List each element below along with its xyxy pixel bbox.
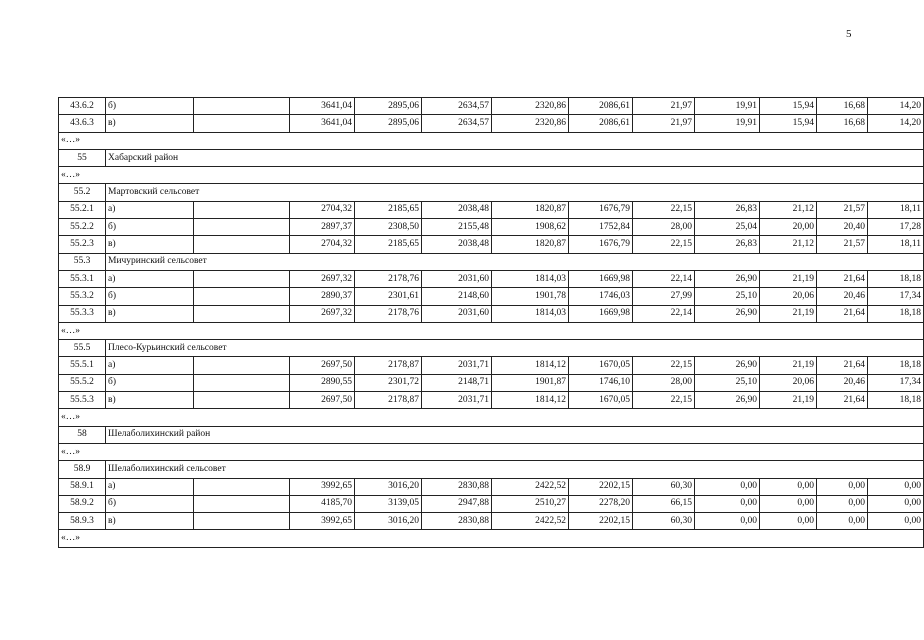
section-code: 58 <box>59 426 106 443</box>
section-name: Плесо-Курьинский сельсовет <box>106 340 924 357</box>
value-cell: 2178,76 <box>355 305 422 322</box>
ellipsis-row <box>59 322 924 339</box>
table-row <box>59 115 924 132</box>
value-cell: 22,15 <box>633 392 695 409</box>
value-cell: 26,90 <box>695 270 760 287</box>
value-cell: 1746,03 <box>569 288 633 305</box>
table-row <box>59 305 924 322</box>
row-code: 55.3.2 <box>59 288 106 305</box>
value-cell: 3016,20 <box>355 513 422 530</box>
value-cell: 2086,61 <box>569 115 633 132</box>
row-subitem: а) <box>106 201 194 218</box>
value-cell: 26,83 <box>695 201 760 218</box>
value-cell: 1676,79 <box>569 201 633 218</box>
value-cell: 2320,86 <box>492 98 569 115</box>
section-code: 55 <box>59 149 106 166</box>
value-cell: 2830,88 <box>422 513 492 530</box>
empty-cell <box>194 305 290 322</box>
ellipsis-text: «…» <box>59 409 924 426</box>
value-cell: 18,18 <box>868 357 924 374</box>
ellipsis-row <box>59 167 924 184</box>
empty-cell <box>194 115 290 132</box>
value-cell: 14,20 <box>868 98 924 115</box>
value-cell: 2634,57 <box>422 115 492 132</box>
value-cell: 2422,52 <box>492 513 569 530</box>
value-cell: 17,34 <box>868 374 924 391</box>
row-code: 55.2.2 <box>59 219 106 236</box>
value-cell: 2697,50 <box>290 392 355 409</box>
value-cell: 1820,87 <box>492 201 569 218</box>
section-row <box>59 253 924 270</box>
value-cell: 22,15 <box>633 201 695 218</box>
value-cell: 21,19 <box>760 357 817 374</box>
ellipsis-row <box>59 443 924 460</box>
empty-cell <box>194 288 290 305</box>
value-cell: 1814,03 <box>492 270 569 287</box>
table-row <box>59 478 924 495</box>
value-cell: 15,94 <box>760 98 817 115</box>
ellipsis-row <box>59 132 924 149</box>
value-cell: 2308,50 <box>355 219 422 236</box>
value-cell: 2697,32 <box>290 305 355 322</box>
value-cell: 20,00 <box>760 219 817 236</box>
value-cell: 2947,88 <box>422 495 492 512</box>
row-code: 55.3.3 <box>59 305 106 322</box>
empty-cell <box>194 219 290 236</box>
value-cell: 1670,05 <box>569 392 633 409</box>
value-cell: 2895,06 <box>355 115 422 132</box>
row-subitem: б) <box>106 288 194 305</box>
value-cell: 2890,55 <box>290 374 355 391</box>
value-cell: 18,11 <box>868 236 924 253</box>
value-cell: 26,90 <box>695 392 760 409</box>
value-cell: 2031,71 <box>422 357 492 374</box>
row-subitem: б) <box>106 219 194 236</box>
table-row <box>59 374 924 391</box>
empty-cell <box>194 98 290 115</box>
value-cell: 1901,87 <box>492 374 569 391</box>
value-cell: 26,90 <box>695 357 760 374</box>
value-cell: 2320,86 <box>492 115 569 132</box>
row-code: 43.6.3 <box>59 115 106 132</box>
value-cell: 27,99 <box>633 288 695 305</box>
value-cell: 4185,70 <box>290 495 355 512</box>
value-cell: 22,14 <box>633 270 695 287</box>
value-cell: 1820,87 <box>492 236 569 253</box>
value-cell: 25,04 <box>695 219 760 236</box>
value-cell: 2895,06 <box>355 98 422 115</box>
value-cell: 2038,48 <box>422 201 492 218</box>
ellipsis-text: «…» <box>59 132 924 149</box>
value-cell: 3641,04 <box>290 115 355 132</box>
value-cell: 2278,20 <box>569 495 633 512</box>
section-name: Шелаболихинский сельсовет <box>106 461 924 478</box>
row-subitem: в) <box>106 513 194 530</box>
value-cell: 21,97 <box>633 115 695 132</box>
value-cell: 2422,52 <box>492 478 569 495</box>
value-cell: 16,68 <box>817 115 868 132</box>
value-cell: 18,18 <box>868 270 924 287</box>
value-cell: 2704,32 <box>290 201 355 218</box>
empty-cell <box>194 201 290 218</box>
row-code: 55.5.2 <box>59 374 106 391</box>
value-cell: 28,00 <box>633 219 695 236</box>
value-cell: 26,90 <box>695 305 760 322</box>
value-cell: 1814,03 <box>492 305 569 322</box>
empty-cell <box>194 478 290 495</box>
row-subitem: б) <box>106 374 194 391</box>
row-subitem: а) <box>106 478 194 495</box>
section-row <box>59 426 924 443</box>
row-subitem: б) <box>106 495 194 512</box>
value-cell: 60,30 <box>633 478 695 495</box>
value-cell: 2031,71 <box>422 392 492 409</box>
value-cell: 2038,48 <box>422 236 492 253</box>
value-cell: 2178,87 <box>355 392 422 409</box>
value-cell: 21,57 <box>817 236 868 253</box>
value-cell: 3016,20 <box>355 478 422 495</box>
section-code: 58.9 <box>59 461 106 478</box>
value-cell: 2697,32 <box>290 270 355 287</box>
value-cell: 21,57 <box>817 201 868 218</box>
value-cell: 20,40 <box>817 219 868 236</box>
value-cell: 2178,87 <box>355 357 422 374</box>
value-cell: 17,34 <box>868 288 924 305</box>
value-cell: 25,10 <box>695 374 760 391</box>
value-cell: 21,12 <box>760 201 817 218</box>
value-cell: 0,00 <box>817 495 868 512</box>
section-name: Шелаболихинский район <box>106 426 924 443</box>
row-code: 58.9.3 <box>59 513 106 530</box>
value-cell: 21,64 <box>817 392 868 409</box>
empty-cell <box>194 270 290 287</box>
table-row <box>59 98 924 115</box>
row-code: 58.9.1 <box>59 478 106 495</box>
value-cell: 19,91 <box>695 115 760 132</box>
value-cell: 2704,32 <box>290 236 355 253</box>
section-row <box>59 461 924 478</box>
value-cell: 2697,50 <box>290 357 355 374</box>
value-cell: 1908,62 <box>492 219 569 236</box>
ellipsis-row <box>59 530 924 547</box>
section-code: 55.2 <box>59 184 106 201</box>
value-cell: 1670,05 <box>569 357 633 374</box>
value-cell: 60,30 <box>633 513 695 530</box>
value-cell: 2148,60 <box>422 288 492 305</box>
value-cell: 1814,12 <box>492 392 569 409</box>
value-cell: 21,19 <box>760 270 817 287</box>
section-row <box>59 340 924 357</box>
value-cell: 17,28 <box>868 219 924 236</box>
value-cell: 0,00 <box>760 513 817 530</box>
empty-cell <box>194 374 290 391</box>
ellipsis-text: «…» <box>59 167 924 184</box>
value-cell: 2897,37 <box>290 219 355 236</box>
value-cell: 25,10 <box>695 288 760 305</box>
value-cell: 20,06 <box>760 374 817 391</box>
value-cell: 2155,48 <box>422 219 492 236</box>
ellipsis-row <box>59 409 924 426</box>
table-row <box>59 495 924 512</box>
value-cell: 3641,04 <box>290 98 355 115</box>
value-cell: 1669,98 <box>569 270 633 287</box>
section-code: 55.3 <box>59 253 106 270</box>
value-cell: 18,18 <box>868 392 924 409</box>
table-row <box>59 513 924 530</box>
value-cell: 1752,84 <box>569 219 633 236</box>
value-cell: 15,94 <box>760 115 817 132</box>
value-cell: 14,20 <box>868 115 924 132</box>
section-name: Мичуринский сельсовет <box>106 253 924 270</box>
value-cell: 20,06 <box>760 288 817 305</box>
value-cell: 0,00 <box>817 513 868 530</box>
table-row <box>59 219 924 236</box>
value-cell: 2185,65 <box>355 236 422 253</box>
value-cell: 1669,98 <box>569 305 633 322</box>
value-cell: 2185,65 <box>355 201 422 218</box>
empty-cell <box>194 495 290 512</box>
value-cell: 21,64 <box>817 357 868 374</box>
value-cell: 2634,57 <box>422 98 492 115</box>
empty-cell <box>194 236 290 253</box>
table-row <box>59 236 924 253</box>
value-cell: 21,64 <box>817 305 868 322</box>
value-cell: 2178,76 <box>355 270 422 287</box>
empty-cell <box>194 357 290 374</box>
value-cell: 0,00 <box>868 513 924 530</box>
value-cell: 3992,65 <box>290 478 355 495</box>
row-code: 58.9.2 <box>59 495 106 512</box>
value-cell: 2301,61 <box>355 288 422 305</box>
value-cell: 0,00 <box>760 478 817 495</box>
value-cell: 0,00 <box>817 478 868 495</box>
value-cell: 3139,05 <box>355 495 422 512</box>
row-code: 55.5.3 <box>59 392 106 409</box>
tariff-table <box>58 97 924 548</box>
value-cell: 18,18 <box>868 305 924 322</box>
value-cell: 26,83 <box>695 236 760 253</box>
value-cell: 0,00 <box>760 495 817 512</box>
table-row <box>59 392 924 409</box>
value-cell: 1746,10 <box>569 374 633 391</box>
value-cell: 19,91 <box>695 98 760 115</box>
table-row <box>59 288 924 305</box>
value-cell: 28,00 <box>633 374 695 391</box>
table-body <box>59 98 924 548</box>
empty-cell <box>194 513 290 530</box>
value-cell: 2830,88 <box>422 478 492 495</box>
value-cell: 2031,60 <box>422 270 492 287</box>
value-cell: 2086,61 <box>569 98 633 115</box>
ellipsis-text: «…» <box>59 530 924 547</box>
table-row <box>59 201 924 218</box>
value-cell: 0,00 <box>868 478 924 495</box>
value-cell: 22,15 <box>633 357 695 374</box>
value-cell: 18,11 <box>868 201 924 218</box>
value-cell: 0,00 <box>695 495 760 512</box>
page-number: 5 <box>846 28 852 40</box>
section-row <box>59 149 924 166</box>
value-cell: 2301,72 <box>355 374 422 391</box>
value-cell: 2890,37 <box>290 288 355 305</box>
value-cell: 21,97 <box>633 98 695 115</box>
value-cell: 0,00 <box>868 495 924 512</box>
value-cell: 22,14 <box>633 305 695 322</box>
value-cell: 2148,71 <box>422 374 492 391</box>
row-subitem: в) <box>106 115 194 132</box>
ellipsis-text: «…» <box>59 443 924 460</box>
value-cell: 21,12 <box>760 236 817 253</box>
value-cell: 20,46 <box>817 288 868 305</box>
row-subitem: б) <box>106 98 194 115</box>
row-code: 55.5.1 <box>59 357 106 374</box>
value-cell: 2510,27 <box>492 495 569 512</box>
value-cell: 16,68 <box>817 98 868 115</box>
value-cell: 3992,65 <box>290 513 355 530</box>
row-code: 55.3.1 <box>59 270 106 287</box>
value-cell: 0,00 <box>695 513 760 530</box>
section-name: Хабарский район <box>106 149 924 166</box>
section-code: 55.5 <box>59 340 106 357</box>
value-cell: 22,15 <box>633 236 695 253</box>
ellipsis-text: «…» <box>59 322 924 339</box>
row-subitem: а) <box>106 357 194 374</box>
section-row <box>59 184 924 201</box>
value-cell: 2031,60 <box>422 305 492 322</box>
row-code: 55.2.1 <box>59 201 106 218</box>
row-code: 55.2.3 <box>59 236 106 253</box>
value-cell: 0,00 <box>695 478 760 495</box>
section-name: Мартовский сельсовет <box>106 184 924 201</box>
value-cell: 21,64 <box>817 270 868 287</box>
value-cell: 21,19 <box>760 392 817 409</box>
value-cell: 1814,12 <box>492 357 569 374</box>
value-cell: 2202,15 <box>569 513 633 530</box>
row-subitem: а) <box>106 270 194 287</box>
value-cell: 2202,15 <box>569 478 633 495</box>
value-cell: 66,15 <box>633 495 695 512</box>
value-cell: 1901,78 <box>492 288 569 305</box>
value-cell: 21,19 <box>760 305 817 322</box>
table-row <box>59 270 924 287</box>
value-cell: 20,46 <box>817 374 868 391</box>
row-code: 43.6.2 <box>59 98 106 115</box>
table-row <box>59 357 924 374</box>
row-subitem: в) <box>106 236 194 253</box>
row-subitem: в) <box>106 392 194 409</box>
row-subitem: в) <box>106 305 194 322</box>
empty-cell <box>194 392 290 409</box>
value-cell: 1676,79 <box>569 236 633 253</box>
